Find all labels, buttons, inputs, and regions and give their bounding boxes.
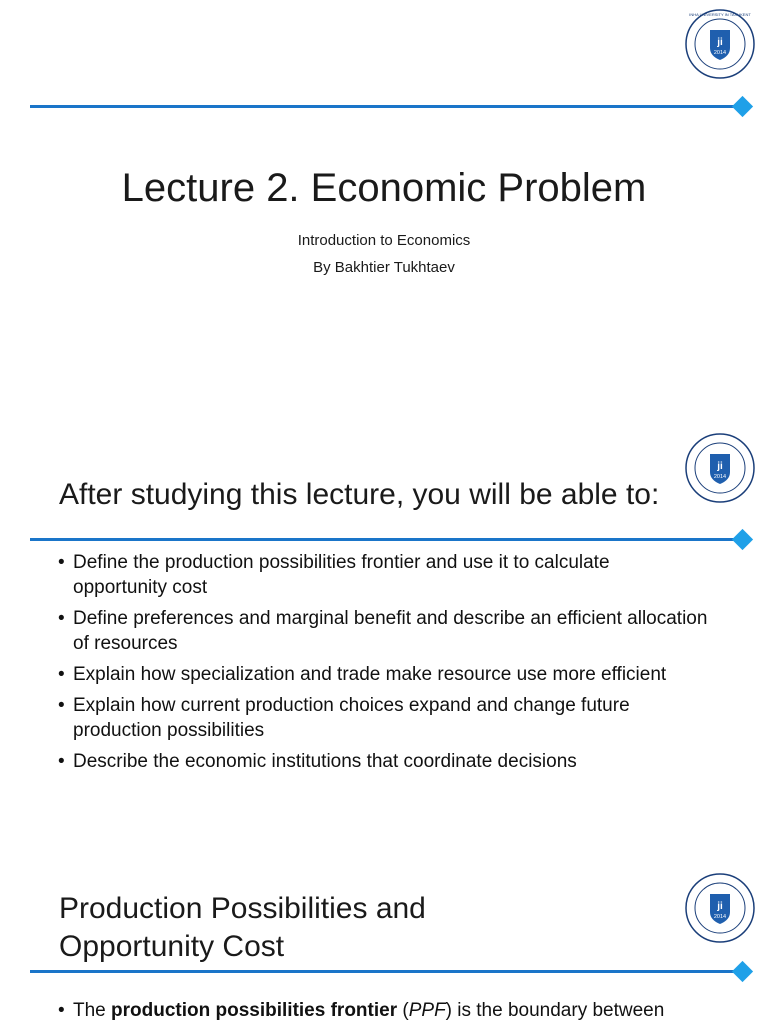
list-item: • Define preferences and marginal benefit and describe an efficient allocation of resources (58, 606, 708, 656)
accent-diamond-icon (732, 529, 753, 550)
accent-diamond-icon (732, 961, 753, 982)
university-seal-icon (684, 432, 756, 504)
list-item: • Define the production possibilities frontier and use it to calculate opportunity cost (58, 550, 708, 600)
svg-text:2014: 2014 (713, 474, 727, 480)
ppf-term: production possibilities frontier (111, 1000, 398, 1021)
svg-text:ji: ji (717, 461, 723, 472)
slide-ppf (0, 860, 768, 1024)
objectives-list (58, 550, 708, 780)
list-item: • The production possibilities frontier (PPF) is the boundary between (58, 998, 708, 1023)
svg-text:ji: ji (717, 37, 723, 48)
list-item: • Describe the economic institutions that coordinate decisions (58, 749, 708, 774)
svg-text:INHA UNIVERSITY IN TASHKENT: INHA UNIVERSITY IN TASHKENT (689, 12, 751, 17)
accent-rule (30, 105, 742, 108)
slide-title (0, 0, 768, 420)
university-seal-icon (684, 8, 756, 80)
objectives-heading: After studying this lecture, you will be able to: (59, 478, 660, 511)
svg-text:2014: 2014 (713, 50, 727, 56)
course-name: Introduction to Economics (297, 232, 471, 249)
lecture-title: Lecture 2. Economic Problem (121, 166, 647, 210)
accent-rule (30, 970, 742, 973)
svg-text:ji: ji (717, 901, 723, 912)
ppf-heading-line2: Opportunity Cost (59, 930, 285, 963)
slide-objectives (0, 430, 768, 850)
university-seal-icon (684, 872, 756, 944)
ppf-heading-line1: Production Possibilities and (59, 892, 426, 925)
list-item: • Explain how specialization and trade make resource use more efficient (58, 662, 708, 687)
ppf-list (58, 998, 708, 1024)
author-name: By Bakhtier Tukhtaev (313, 259, 455, 276)
accent-diamond-icon (732, 96, 753, 117)
accent-rule (30, 538, 742, 541)
svg-text:2014: 2014 (713, 914, 727, 920)
ppf-abbrev: PPF (408, 1000, 446, 1021)
list-item: • Explain how current production choices expand and change future production possibilities (58, 693, 708, 743)
